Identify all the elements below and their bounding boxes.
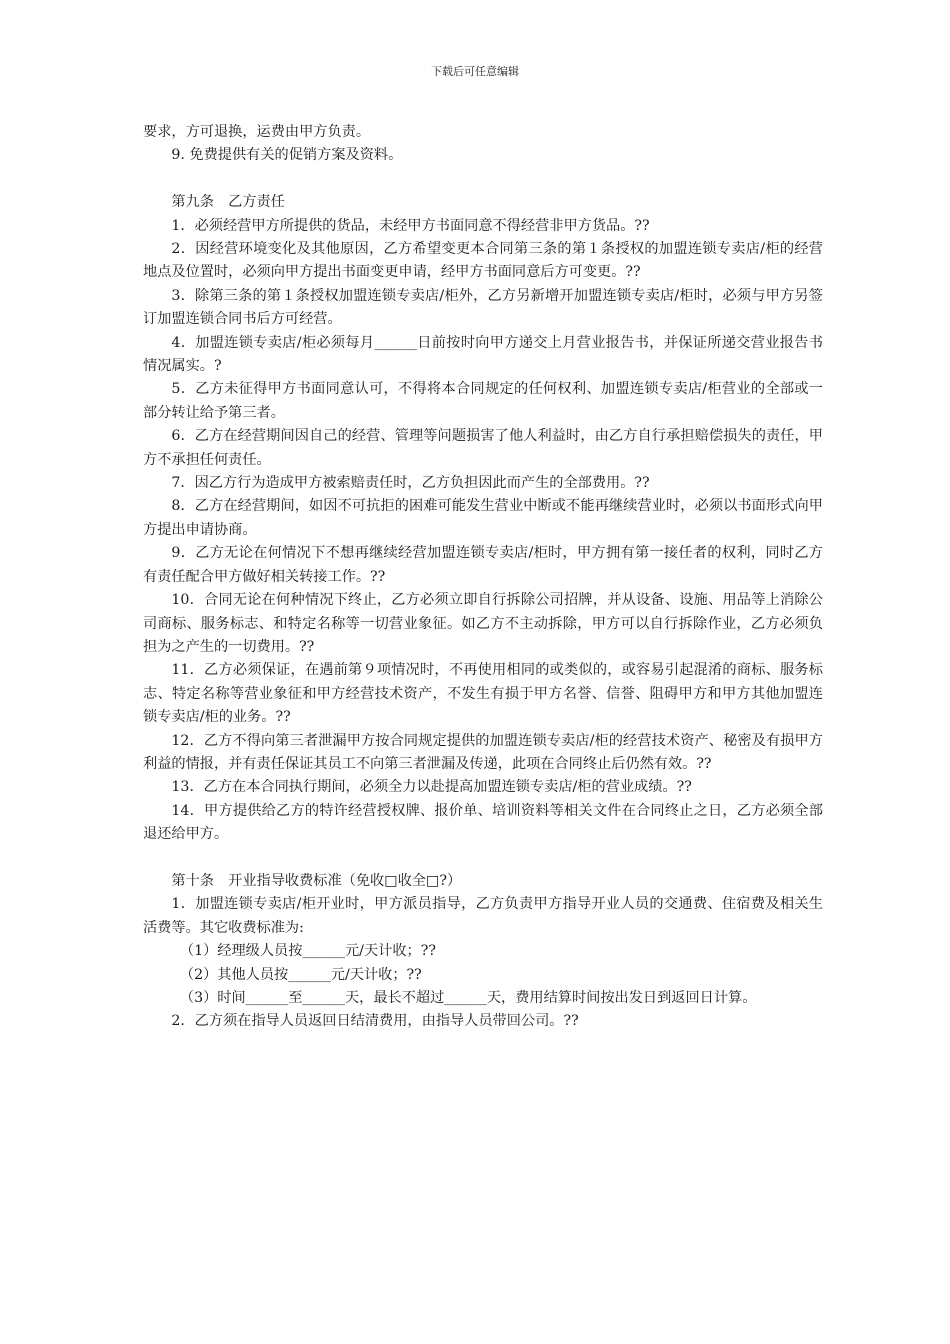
- paragraph: 13．乙方在本合同执行期间，必须全力以赴提高加盟连锁专卖店/柜的营业成绩。??: [171, 779, 692, 796]
- paragraph: 9. 免费提供有关的促销方案及资料。: [171, 147, 403, 164]
- fee-item: （1）经理级人员按______元/天计收；??: [179, 943, 436, 960]
- fee-item: （2）其他人员按______元/天计收；??: [179, 966, 422, 983]
- paragraph: 7．因乙方行为造成甲方被索赔责任时，乙方负担因此而产生的全部费用。??: [171, 475, 650, 492]
- section-title: 第十条 开业指导收费标准（免收□收全□?）: [171, 872, 462, 889]
- fee-item: （3）时间______至______天，最长不超过______天，费用结算时间按出发日到返回日计算。: [179, 990, 757, 1006]
- paragraph: 11．乙方必须保证，在遇前第９项情况时，不再使用相同的或类似的，或容易引起混淆的商标、服务标志、特定名称等营业象征和甲方经营技术资产，不发生有损于甲方名誉、信誉、阻碍甲方和甲方其他加盟连锁专卖店/柜的业务。??: [143, 662, 823, 726]
- paragraph: 2．乙方须在指导人员返回日结清费用，由指导人员带回公司。??: [171, 1013, 579, 1030]
- paragraph: 2．因经营环境变化及其他原因，乙方希望变更本合同第三条的第１条授权的加盟连锁专卖店/柜的经营地点及位置时，必须向甲方提出书面变更申请，经甲方书面同意后方可变更。??: [143, 241, 823, 281]
- section-title: 第九条 乙方责任: [171, 194, 285, 211]
- paragraph: 要求，方可退换，运费由甲方负责。: [143, 124, 371, 140]
- paragraph: 5．乙方未征得甲方书面同意认可，不得将本合同规定的任何权利、加盟连锁专卖店/柜营业的全部或一部分转让给予第三者。: [143, 381, 823, 421]
- paragraph: 1．必须经营甲方所提供的货品，未经甲方书面同意不得经营非甲方货品。??: [171, 217, 650, 234]
- paragraph: 8．乙方在经营期间，如因不可抗拒的困难可能发生营业中断或不能再继续营业时，必须以书面形式向甲方提出申请协商。: [143, 498, 823, 538]
- document-body: [143, 121, 823, 1034]
- paragraph: 14．甲方提供给乙方的特许经营授权牌、报价单、培训资料等相关文件在合同终止之日，乙方必须全部退还给甲方。: [143, 802, 823, 843]
- paragraph: 10．合同无论在何种情况下终止，乙方必须立即自行拆除公司招牌，并从设备、设施、用品等上消除公司商标、服务标志、和特定名称等一切营业象征。如乙方不主动拆除，甲方可以自行拆除作业，乙方必须负担为之产生的一切费用。??: [143, 592, 823, 655]
- paragraph: 1．加盟连锁专卖店/柜开业时，甲方派员指导，乙方负责甲方指导开业人员的交通费、住宿费及相关生活费等。其它收费标准为:: [143, 896, 823, 936]
- paragraph: 6．乙方在经营期间因自己的经营、管理等问题损害了他人利益时，由乙方自行承担赔偿损失的责任，甲方不承担任何责任。: [143, 428, 823, 468]
- paragraph: 3．除第三条的第１条授权加盟连锁专卖店/柜外，乙方另新增开加盟连锁专卖店/柜时，必须与甲方另签订加盟连锁合同书后方可经营。: [143, 287, 823, 328]
- paragraph: 12．乙方不得向第三者泄漏甲方按合同规定提供的加盟连锁专卖店/柜的经营技术资产、秘密及有损甲方利益的情报，并有责任保证其员工不向第三者泄漏及传递，此项在合同终止后仍然有效。??: [143, 732, 823, 772]
- blank-line: [143, 168, 823, 191]
- page-header: 下载后可任意编辑: [431, 65, 519, 78]
- blank-line: [143, 847, 823, 870]
- paragraph: 4．加盟连锁专卖店/柜必须每月______日前按时向甲方递交上月营业报告书，并保证所递交营业报告书情况属实。?: [143, 334, 823, 375]
- paragraph: 9．乙方无论在何情况下不想再继续经营加盟连锁专卖店/柜时，甲方拥有第一接任者的权利，同时乙方有责任配合甲方做好相关转接工作。??: [143, 545, 823, 585]
